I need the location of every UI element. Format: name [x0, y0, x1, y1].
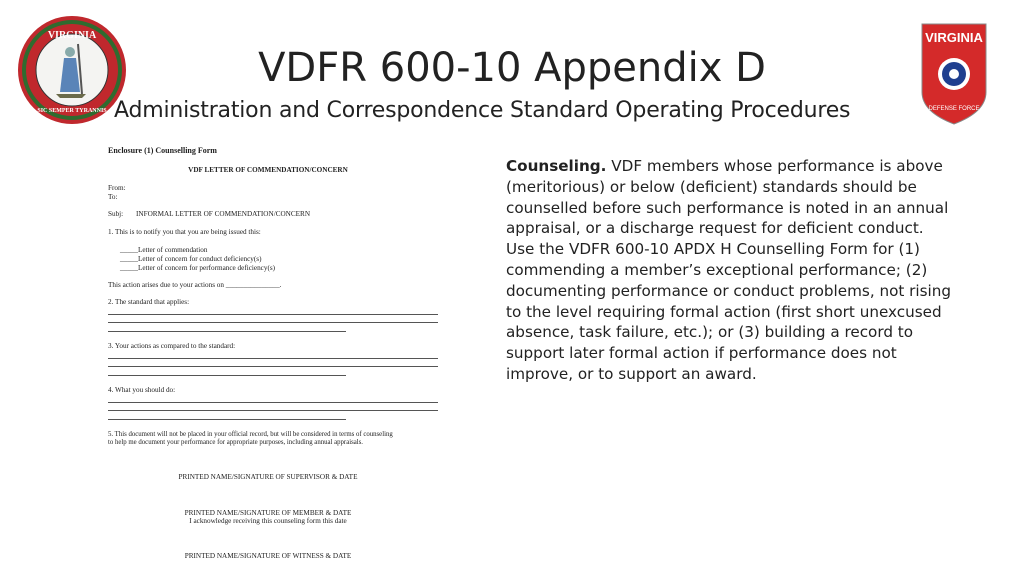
blank-line — [108, 366, 438, 367]
subj-value: INFORMAL LETTER OF COMMENDATION/CONCERN — [136, 210, 311, 218]
blank-line — [108, 375, 346, 376]
signature-supervisor: PRINTED NAME/SIGNATURE OF SUPERVISOR & DATE — [178, 473, 358, 481]
svg-text:VIRGINIA: VIRGINIA — [47, 30, 97, 41]
form-item-1: 1. This is to notify you that you are being issued this: — [108, 228, 261, 236]
svg-text:DEFENSE FORCE: DEFENSE FORCE — [928, 106, 980, 112]
signature-member: PRINTED NAME/SIGNATURE OF MEMBER & DATE — [184, 509, 352, 517]
counseling-paragraph — [506, 156, 954, 385]
blank-line — [108, 331, 346, 332]
signature-member-acknowledgement: I acknowledge receiving this counseling form this date — [189, 517, 347, 525]
option-conduct-deficiency: _____Letter of concern for conduct deficiency(s) — [120, 255, 262, 263]
subj-label: Subj: — [108, 210, 124, 218]
blank-line — [108, 322, 438, 323]
action-line: This action arises due to your actions on _______________. — [108, 281, 282, 289]
svg-text:VIRGINIA: VIRGINIA — [925, 30, 983, 45]
option-commendation: _____Letter of commendation — [120, 246, 208, 254]
svg-text:SIC SEMPER TYRANNIS: SIC SEMPER TYRANNIS — [37, 108, 107, 114]
counselling-form-image — [108, 144, 448, 572]
blank-line — [108, 410, 438, 411]
form-item-4: 4. What you should do: — [108, 386, 176, 394]
letter-title: VDF LETTER OF COMMENDATION/CONCERN — [188, 166, 348, 174]
enclosure-title: Enclosure (1) Counselling Form — [108, 146, 217, 155]
to-label: To: — [108, 193, 118, 201]
counseling-text: VDF members whose performance is above (meritorious) or below (deficient) standards should be counselled before such performance is noted in an annual appraisal, or a discharge request for deficient conduct. Use the VDFR 600-10 APDX H Counselling Form for (1) commending a member’s exceptional performance; (2) documenting performance or conduct problems, not rising to the level requiring formal action (first short unexcused absence, task failure, etc.); or (3) building a record to support later formal action if performance does not improve, or to support an award. — [506, 157, 952, 383]
page-subtitle: Administration and Correspondence Standard Operating Procedures — [114, 98, 851, 123]
counseling-lead: Counseling. — [506, 157, 607, 175]
blank-line — [108, 419, 346, 420]
form-item-5-line-1: 5. This document will not be placed in your official record, but will be considered in terms of counseling — [108, 431, 393, 438]
from-label: From: — [108, 184, 126, 192]
blank-line — [108, 358, 438, 359]
blank-line — [108, 402, 438, 403]
form-item-5-line-2: to help me document your performance for appropriate purposes, including annual appraisals. — [108, 439, 363, 446]
blank-line — [108, 314, 438, 315]
form-item-2: 2. The standard that applies: — [108, 298, 190, 306]
form-item-3: 3. Your actions as compared to the standard: — [108, 342, 236, 350]
page-title: VDFR 600-10 Appendix D — [258, 45, 766, 91]
signature-witness: PRINTED NAME/SIGNATURE OF WITNESS & DATE — [184, 552, 352, 560]
option-performance-deficiency: _____Letter of concern for performance deficiency(s) — [120, 264, 276, 272]
